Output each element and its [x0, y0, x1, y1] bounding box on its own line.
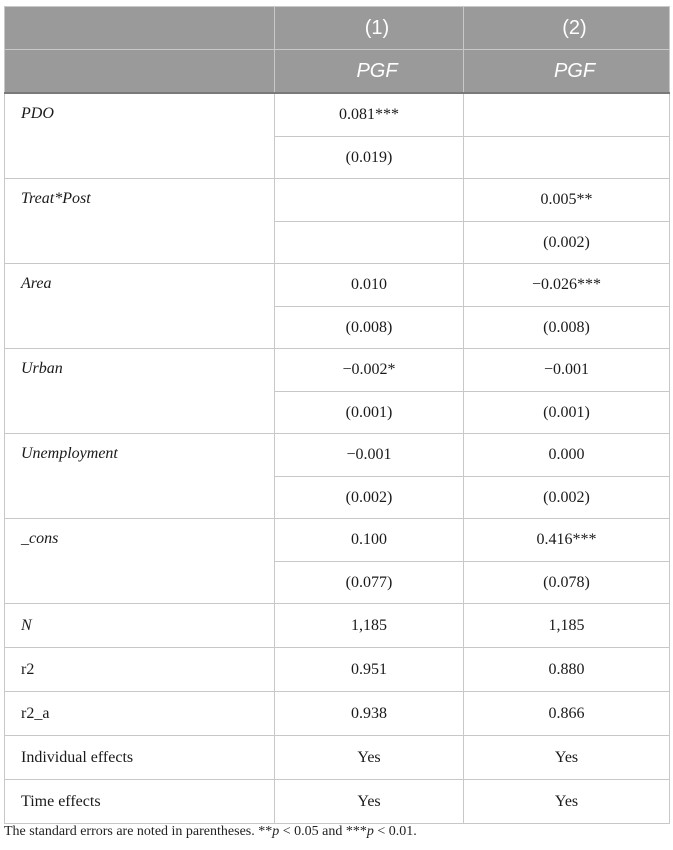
table-row [5, 93, 670, 137]
coef-model-1: 0.081*** [275, 93, 464, 137]
footnote-text-1: The standard errors are noted in parentheses. ** [4, 824, 273, 839]
coef-model-2 [464, 93, 670, 137]
coef-model-2: 0.005** [464, 179, 670, 222]
stat-model-2: Yes [464, 780, 670, 824]
table-row [5, 264, 670, 307]
header-row-model-numbers [5, 7, 670, 50]
regression-table [4, 6, 670, 824]
variable-name: Area [5, 264, 275, 349]
coef-model-2: −0.026*** [464, 264, 670, 307]
table-row [5, 179, 670, 222]
table-row [5, 349, 670, 392]
se-model-2: (0.008) [464, 307, 670, 349]
stat-row [5, 736, 670, 780]
coef-model-1: 0.010 [275, 264, 464, 307]
stat-model-1: Yes [275, 780, 464, 824]
header-row-dependent [5, 50, 670, 94]
stat-model-1: 0.951 [275, 648, 464, 692]
stat-row [5, 648, 670, 692]
stat-name: N [5, 604, 275, 648]
se-model-2: (0.002) [464, 222, 670, 264]
header-corner-cell [5, 7, 275, 50]
footnote-text-3: < 0.01. [373, 824, 417, 839]
header-dependent-1: PGF [275, 50, 464, 94]
table-row [5, 434, 670, 477]
se-model-1: (0.019) [275, 137, 464, 179]
stat-model-2: Yes [464, 736, 670, 780]
stat-model-1: 0.938 [275, 692, 464, 736]
stat-model-2: 0.866 [464, 692, 670, 736]
stat-name: r2_a [5, 692, 275, 736]
coef-model-2: 0.000 [464, 434, 670, 477]
variable-name: _cons [5, 519, 275, 604]
table-footnote [4, 824, 417, 840]
stat-name: Individual effects [5, 736, 275, 780]
footnote-p-2: p [366, 824, 374, 839]
se-model-1: (0.001) [275, 392, 464, 434]
header-model-1: (1) [275, 7, 464, 50]
se-model-2: (0.001) [464, 392, 670, 434]
stat-name: r2 [5, 648, 275, 692]
stat-model-1: 1,185 [275, 604, 464, 648]
se-model-1 [275, 222, 464, 264]
stat-model-2: 0.880 [464, 648, 670, 692]
regression-table-container [4, 6, 669, 824]
se-model-1: (0.077) [275, 562, 464, 604]
se-model-2 [464, 137, 670, 179]
stat-row [5, 692, 670, 736]
coef-model-1: 0.100 [275, 519, 464, 562]
variable-name: Urban [5, 349, 275, 434]
coef-model-1: −0.001 [275, 434, 464, 477]
header-dependent-2: PGF [464, 50, 670, 94]
footnote-p-1: p [272, 824, 280, 839]
se-model-2: (0.002) [464, 477, 670, 519]
header-corner-cell-2 [5, 50, 275, 94]
stat-model-1: Yes [275, 736, 464, 780]
se-model-2: (0.078) [464, 562, 670, 604]
table-body [5, 93, 670, 824]
se-model-1: (0.008) [275, 307, 464, 349]
table-row [5, 519, 670, 562]
variable-name: PDO [5, 93, 275, 179]
stat-row [5, 604, 670, 648]
stat-name: Time effects [5, 780, 275, 824]
coef-model-2: −0.001 [464, 349, 670, 392]
coef-model-1 [275, 179, 464, 222]
stat-row [5, 780, 670, 824]
se-model-1: (0.002) [275, 477, 464, 519]
footnote-text-2: < 0.05 and *** [279, 824, 367, 839]
variable-name: Unemployment [5, 434, 275, 519]
header-model-2: (2) [464, 7, 670, 50]
coef-model-1: −0.002* [275, 349, 464, 392]
variable-name: Treat*Post [5, 179, 275, 264]
coef-model-2: 0.416*** [464, 519, 670, 562]
stat-model-2: 1,185 [464, 604, 670, 648]
